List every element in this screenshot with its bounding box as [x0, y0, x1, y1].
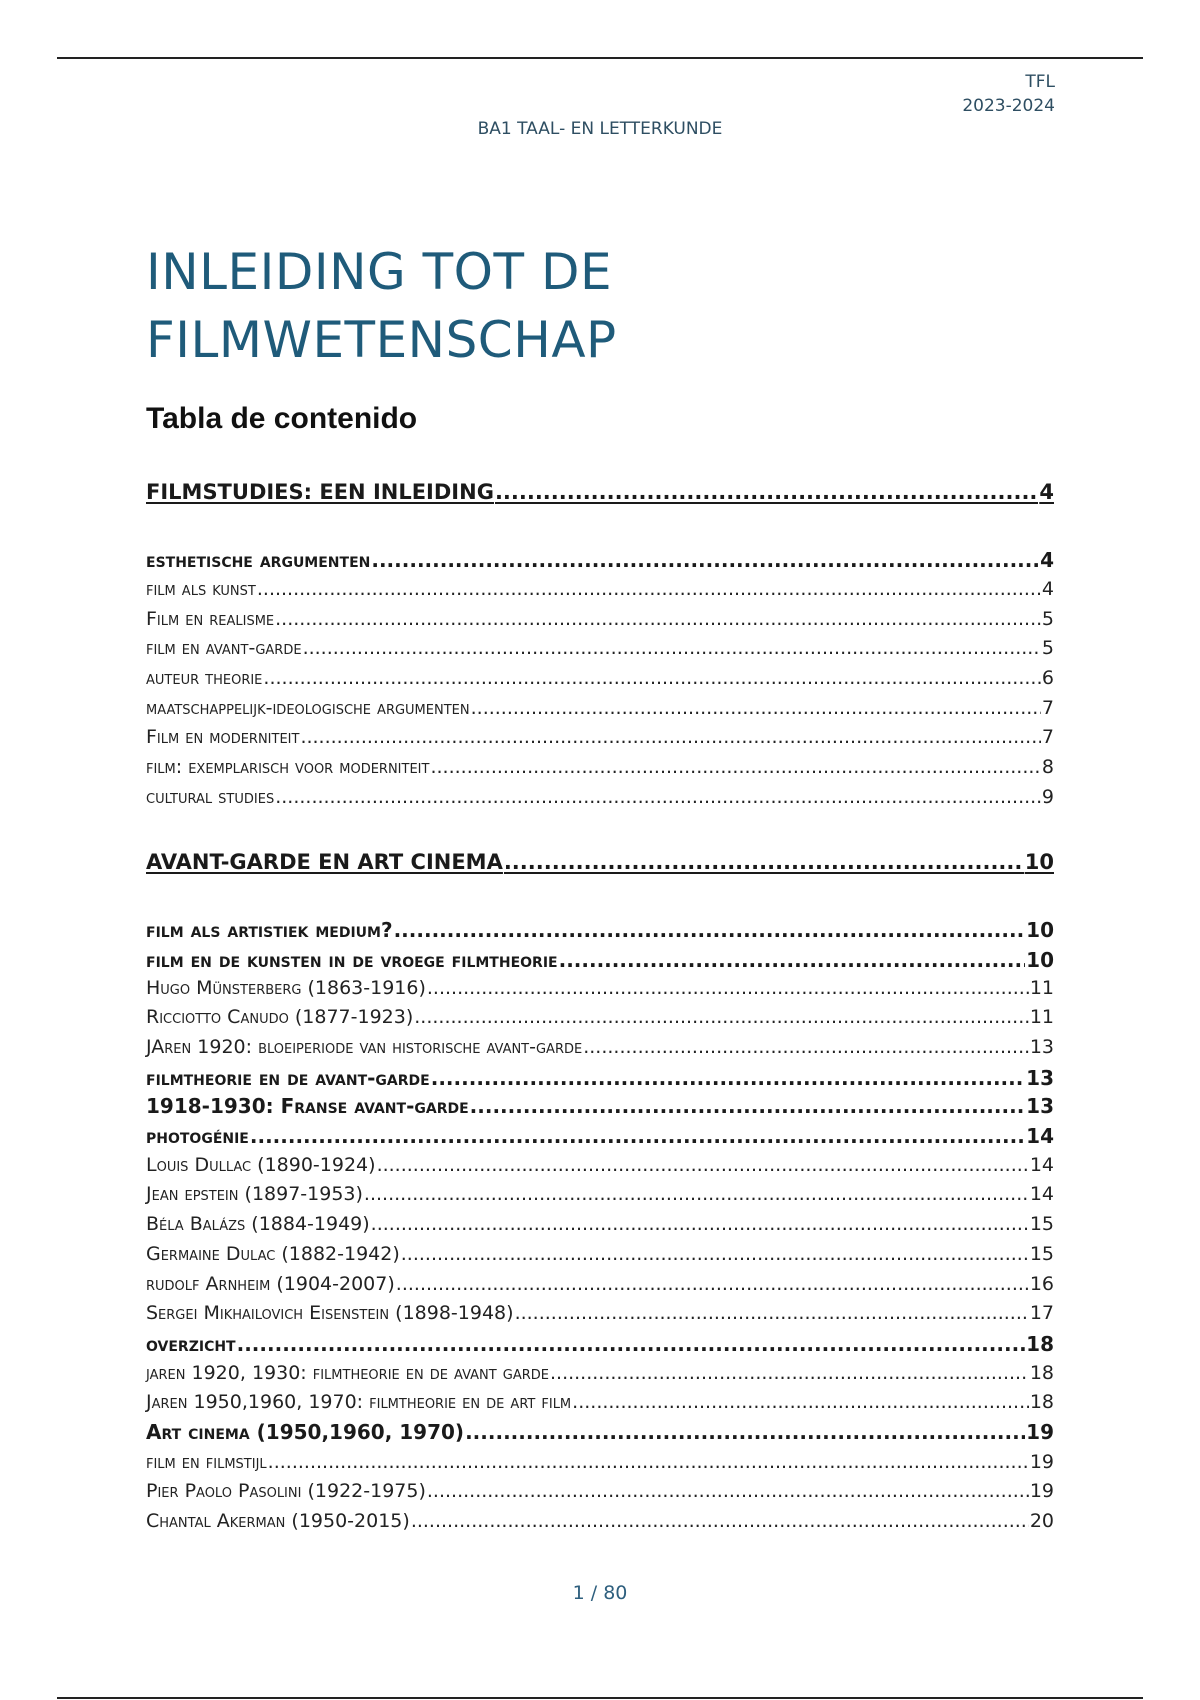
toc-entry[interactable] [146, 578, 1054, 600]
toc-entry[interactable] [146, 726, 1054, 748]
toc-entry-text: rudolf Arnheim (1904-2007) [146, 1273, 395, 1295]
toc-entry[interactable] [146, 1391, 1054, 1413]
toc-entry-text: Chantal Akerman (1950-2015) [146, 1510, 410, 1532]
toc-entry-page: 6 [1041, 667, 1054, 689]
toc-entry[interactable] [146, 697, 1054, 719]
page-indicator: 1 / 80 [572, 1582, 628, 1604]
toc-entry-text: film en de kunsten in de vroege filmtheorie [146, 948, 558, 972]
toc-leader [411, 1510, 1029, 1532]
toc-entry-page: 18 [1026, 1332, 1054, 1356]
toc-entry[interactable] [146, 977, 1054, 999]
toc-entry-page: 11 [1029, 977, 1054, 999]
toc-leader [583, 1036, 1029, 1058]
toc-entry[interactable] [146, 1183, 1054, 1205]
header-course-code: TFL [1025, 72, 1055, 92]
toc-entry[interactable] [146, 1480, 1054, 1502]
toc-leader [237, 1332, 1026, 1356]
toc-entry[interactable] [146, 756, 1054, 778]
toc-entry-page: 19 [1029, 1451, 1054, 1473]
toc-entry[interactable] [146, 786, 1054, 808]
toc-entry-text: Ricciotto Canudo (1877-1923) [146, 1006, 414, 1028]
toc-entry-text: film als artistiek medium? [146, 918, 393, 942]
header-academic-year: 2023-2024 [962, 96, 1055, 116]
toc-entry-text: Film en moderniteit [146, 726, 300, 748]
toc-entry-page: 19 [1029, 1480, 1054, 1502]
toc-heading: Tabla de contenido [146, 402, 418, 435]
toc-entry-text: Béla Balázs (1884-1949) [146, 1213, 370, 1235]
toc-entry-text: Pier Paolo Pasolini (1922-1975) [146, 1480, 426, 1502]
toc-entry-page: 17 [1029, 1302, 1054, 1324]
toc-entry-text: Jean epstein (1897-1953) [146, 1183, 363, 1205]
toc-entry-page: 9 [1041, 786, 1054, 808]
toc-leader [465, 1420, 1025, 1444]
toc-entry-page: 20 [1029, 1510, 1054, 1532]
toc-entry-text: Art cinema (1950,1960, 1970) [146, 1420, 465, 1444]
toc-entry-page: 18 [1029, 1362, 1054, 1384]
toc-entry[interactable] [146, 1362, 1054, 1384]
toc-entry-text: Jaren 1950,1960, 1970: filmtheorie en de art film [146, 1391, 572, 1413]
toc-entry-text: overzicht [146, 1332, 236, 1356]
toc-leader [263, 667, 1041, 689]
toc-leader [401, 1243, 1029, 1265]
toc-entry-page: 5 [1041, 608, 1054, 630]
toc-leader [504, 850, 1024, 874]
toc-entry[interactable] [146, 948, 1054, 972]
toc-entry[interactable] [146, 1510, 1054, 1532]
toc-leader [394, 918, 1026, 942]
toc-leader [414, 1006, 1029, 1028]
toc-leader [431, 1066, 1025, 1090]
toc-entry-page: 7 [1041, 697, 1054, 719]
toc-entry[interactable] [146, 548, 1054, 572]
toc-entry-page: 19 [1026, 1420, 1054, 1444]
toc-entry-text: Sergei Mikhailovich Eisenstein (1898-1948) [146, 1302, 514, 1324]
toc-entry[interactable] [146, 1302, 1054, 1324]
toc-leader [275, 786, 1041, 808]
toc-leader [364, 1183, 1029, 1205]
toc-entry-text: film en avant-garde [146, 637, 302, 659]
toc-entry-page: 15 [1029, 1243, 1054, 1265]
toc-leader [268, 1451, 1029, 1473]
toc-leader [303, 637, 1041, 659]
toc-entry-page: 4 [1040, 548, 1054, 572]
toc-entry-text: film als kunst [146, 578, 256, 600]
toc-entry[interactable] [146, 637, 1054, 659]
toc-entry-page: 13 [1029, 1036, 1054, 1058]
toc-leader [300, 726, 1040, 748]
toc-entry[interactable] [146, 480, 1054, 504]
footer-rule [57, 1697, 1143, 1699]
document-title-line-1: INLEIDING TOT DE [146, 243, 613, 301]
toc-entry-page: 10 [1026, 918, 1054, 942]
toc-entry[interactable] [146, 918, 1054, 942]
toc-entry-text: Louis Dullac (1890-1924) [146, 1154, 376, 1176]
toc-entry[interactable] [146, 1243, 1054, 1265]
toc-entry-text: esthetische argumenten [146, 548, 371, 572]
document-title-line-2: FILMWETENSCHAP [146, 311, 617, 369]
toc-entry[interactable] [146, 1066, 1054, 1090]
toc-entry-page: 13 [1026, 1094, 1054, 1118]
toc-entry-page: 14 [1026, 1124, 1054, 1148]
toc-entry-text: filmtheorie en de avant-garde [146, 1066, 430, 1090]
toc-entry[interactable] [146, 1124, 1054, 1148]
toc-entry-text: film en filmstijl [146, 1451, 267, 1473]
header-rule [57, 57, 1143, 59]
toc-entry-page: 5 [1041, 637, 1054, 659]
toc-entry[interactable] [146, 608, 1054, 630]
toc-leader [427, 977, 1029, 999]
toc-entry[interactable] [146, 1154, 1054, 1176]
toc-leader [550, 1362, 1029, 1384]
toc-leader [471, 697, 1041, 719]
toc-leader [377, 1154, 1029, 1176]
toc-entry[interactable] [146, 1006, 1054, 1028]
toc-entry-page: 7 [1041, 726, 1054, 748]
toc-entry-text: AVANT-GARDE EN ART CINEMA [146, 850, 503, 874]
toc-entry-text: film: exemplarisch voor moderniteit [146, 756, 430, 778]
toc-entry[interactable] [146, 1213, 1054, 1235]
header-program: BA1 TAAL- EN LETTERKUNDE [477, 119, 723, 139]
toc-entry[interactable] [146, 1273, 1054, 1295]
toc-entry-page: 8 [1041, 756, 1054, 778]
header-course-info [962, 70, 1055, 118]
toc-entry-text: maatschappelijk-ideologische argumenten [146, 697, 470, 719]
toc-entry-text: 1918-1930: Franse avant-garde [146, 1094, 469, 1118]
toc-leader [470, 1094, 1026, 1118]
toc-entry-page: 4 [1041, 578, 1054, 600]
toc-entry-page: 14 [1029, 1183, 1054, 1205]
toc-entry[interactable] [146, 1420, 1054, 1444]
toc-entry-text: Film en realisme [146, 608, 275, 630]
toc-entry-text: cultural studies [146, 786, 275, 808]
toc-entry-page: 14 [1029, 1154, 1054, 1176]
toc-leader [495, 480, 1038, 504]
toc-leader [250, 1124, 1025, 1148]
document-title [146, 238, 617, 374]
toc-entry[interactable] [146, 1094, 1054, 1118]
toc-entry[interactable] [146, 1036, 1054, 1058]
toc-entry-text: auteur theorie [146, 667, 263, 689]
toc-leader [275, 608, 1041, 630]
toc-leader [515, 1302, 1029, 1324]
toc-leader [559, 948, 1026, 972]
toc-entry-text: FILMSTUDIES: EEN INLEIDING [146, 480, 494, 504]
toc-leader [371, 1213, 1029, 1235]
toc-entry-text: JAren 1920: bloeiperiode van historische avant-garde [146, 1036, 583, 1058]
toc-entry-text: Germaine Dulac (1882-1942) [146, 1243, 400, 1265]
toc-entry[interactable] [146, 1332, 1054, 1356]
toc-leader [396, 1273, 1029, 1295]
toc-leader [427, 1480, 1029, 1502]
toc-entry-text: jaren 1920, 1930: filmtheorie en de avant garde [146, 1362, 549, 1384]
toc-leader [572, 1391, 1029, 1413]
toc-entry-page: 11 [1029, 1006, 1054, 1028]
toc-entry-page: 10 [1024, 850, 1054, 874]
toc-leader [257, 578, 1041, 600]
toc-entry-page: 15 [1029, 1213, 1054, 1235]
toc-entry-page: 16 [1029, 1273, 1054, 1295]
toc-entry-text: Hugo Münsterberg (1863-1916) [146, 977, 426, 999]
toc-entry-text: photogénie [146, 1124, 249, 1148]
toc-entry-page: 10 [1026, 948, 1054, 972]
toc-leader [371, 548, 1039, 572]
toc-entry-page: 18 [1029, 1391, 1054, 1413]
toc-leader [430, 756, 1040, 778]
toc-entry-page: 4 [1039, 480, 1054, 504]
toc-entry[interactable] [146, 850, 1054, 874]
toc-entry[interactable] [146, 667, 1054, 689]
toc-entry[interactable] [146, 1451, 1054, 1473]
toc-entry-page: 13 [1026, 1066, 1054, 1090]
